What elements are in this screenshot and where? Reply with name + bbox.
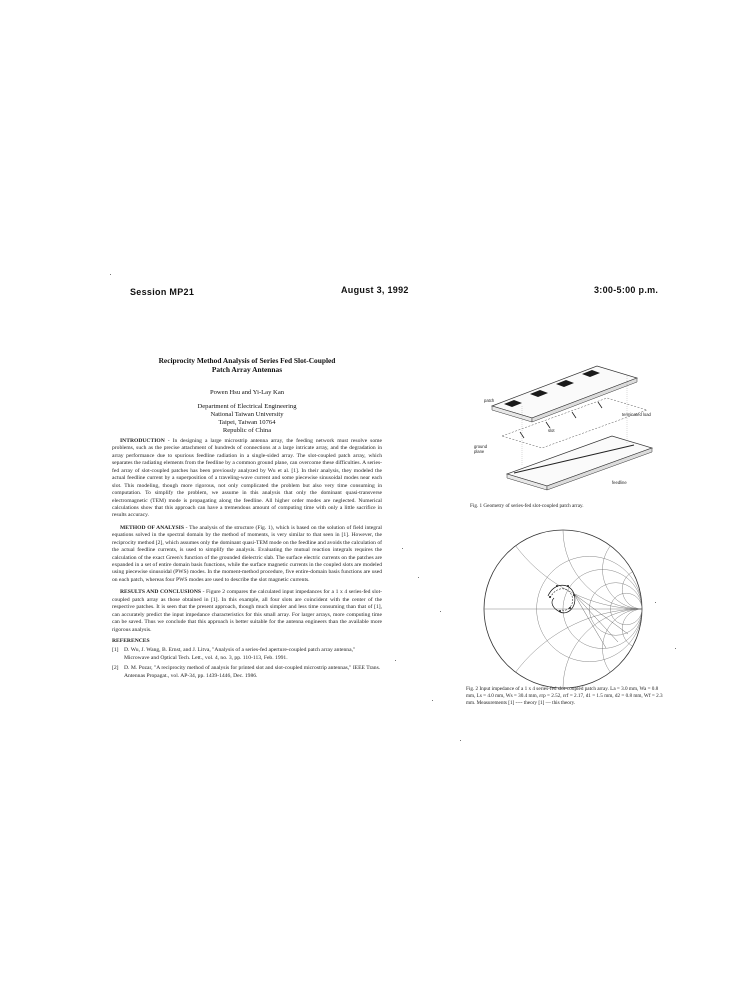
reference-item [112, 647, 382, 662]
label-ground-plane: ground plane [474, 444, 488, 454]
intro-text: - In designing a large microstrip antenna array, the feeding network must resolve some problems, such as the precise attachment of hundreds of connections at a large intricate array, and the degradation in array performance due to spurious feedline radiation in a single-sided array. The slot-coupled patch array, which separates the radiating elements from the feedline by a common ground plane, can overcome these difficulties. A series-fed array of slot-coupled patches has been previously analyzed by Wu et al. [1]. In their analysis, they modeled the actual feedline current by a superposition of a traveling-wave current and some piecewise sinusoidal modes near each slot. This modeling, though more rigorous, not only complicated the problem but also very time consuming in computation. To simplify the problem, we assume in this analysis that only the dominant quasi-transverse electromagnetic (TEM) mode is propagating along the feedline. All higher order modes are neglected. Numerical calculations show that this approach can have a tremendous amount of computing time with only a little sacrifice in results accuracy. [112, 438, 382, 519]
results-paragraph [112, 589, 382, 634]
paper-title-line1: Reciprocity Method Analysis of Series Fed Slot-Coupled [158, 356, 336, 365]
impedance-locus-theory [548, 585, 575, 613]
affiliation-line1: Department of Electrical Engineering [197, 402, 297, 410]
time-label: 3:00-5:00 p.m. [594, 285, 659, 295]
array-geometry-drawing [462, 356, 662, 506]
figure1-caption: Fig. 1 Geometry of series-fed slot-coupled patch array. [470, 503, 584, 509]
reference-text: D. Wu, J. Wang, B. Ernst, and J. Litva, "Analysis of a series-fed aperture-coupled patch array antenna," Microwave and Optical Tech. Lett., vol. 4, no. 3, pp. 110-113, Feb. 1991. [124, 647, 356, 661]
affiliation-line2: National Taiwan University [210, 410, 284, 418]
affiliation-line3: Taipei, Taiwan 10764 [218, 419, 276, 427]
results-lead: RESULTS AND CONCLUSIONS [120, 589, 201, 596]
reference-text: D. M. Pozar, "A reciprocity method of analysis for printed slot and slot-coupled microstrip antennas," IEEE Trans. Antennas Propagat., vol. AP-34, pp. 1439-1446, Dec. 1986. [124, 665, 381, 679]
smith-chart [478, 524, 648, 694]
label-slot: slot [548, 428, 555, 433]
reference-number: [1] [112, 647, 119, 654]
intro-paragraph [112, 438, 382, 520]
top-substrate [492, 366, 637, 418]
paper-authors: Powen Hsu and Yi-Lay Kan [209, 388, 285, 396]
figure2-caption: Fig. 2 Input impedance of a 1 x 4 series-fed slot-coupled patch array. La = 3.0 mm, Wa = 0.8 mm, Ls = 4.0 mm, Ws = 30.4 mm, εrp = 2.52, εrf = 2.17, d1 = 1.5 mm, d2 = 0.8 mm, Wf = 2.3 mm. Measurements [1] ---- theory [1] — this theory. [466, 686, 663, 707]
references-heading: REFERENCES [112, 637, 150, 644]
paper-body [112, 438, 382, 680]
label-patch: patch [484, 398, 495, 403]
figure1-geometry [462, 356, 662, 506]
figure2-smith-chart [478, 524, 648, 694]
date-label: August 3, 1992 [341, 285, 409, 295]
affiliation-line4: Republic of China [222, 427, 272, 435]
reference-item [112, 665, 382, 680]
paper-header [112, 356, 382, 436]
intro-lead: INTRODUCTION [120, 438, 165, 444]
method-paragraph [112, 525, 382, 585]
paper-title-line2: Patch Array Antennas [211, 365, 283, 375]
method-lead: METHOD OF ANALYSIS [120, 524, 184, 531]
label-feedline: feedline [612, 480, 627, 485]
method-text: - The analysis of the structure (Fig. 1), which is based on the solution of field integral equations solved in the spectral domain by the method of moments, is very similar to that seen in [1]. However, the reciprocity method [2], which assumes only the dominant quasi-TEM mode on the feedline and avoids the calculation of the actual feedline currents, is used to simplify the analysis. Evaluating the mutual reaction integrals requires the calculation of the exact Green's function of the grounded dielectric slab. The surface electric currents on the patches are expanded in a set of entire domain basis functions, while the surface magnetic currents in the coupled slots are modeled using piecewise sinusoidal (PWS) modes. In the moment-method procedure, five entire-domain basis functions are used on each patch, whereas four PWS modes are used to describe the slot magnetic currents. [112, 524, 382, 583]
session-label: Session MP21 [130, 287, 195, 297]
label-terminated-load: terminated load [622, 412, 651, 417]
results-text: - Figure 2 compares the calculated input impedances for a 1 x 4 series-fed slot-coupled patch array as those obtained in [1]. In this example, all four slots are coincident with the center of the respective patches. It is seen that the present approach, though much simpler and less time consuming than that of [1], can accurately predict the input impedance characteristics for this small array. For larger arrays, more computing time can be saved. Thus we conclude that this approach is better suitable for the antenna engineers than the available more rigorous analysis. [112, 589, 382, 633]
reference-number: [2] [112, 665, 119, 672]
